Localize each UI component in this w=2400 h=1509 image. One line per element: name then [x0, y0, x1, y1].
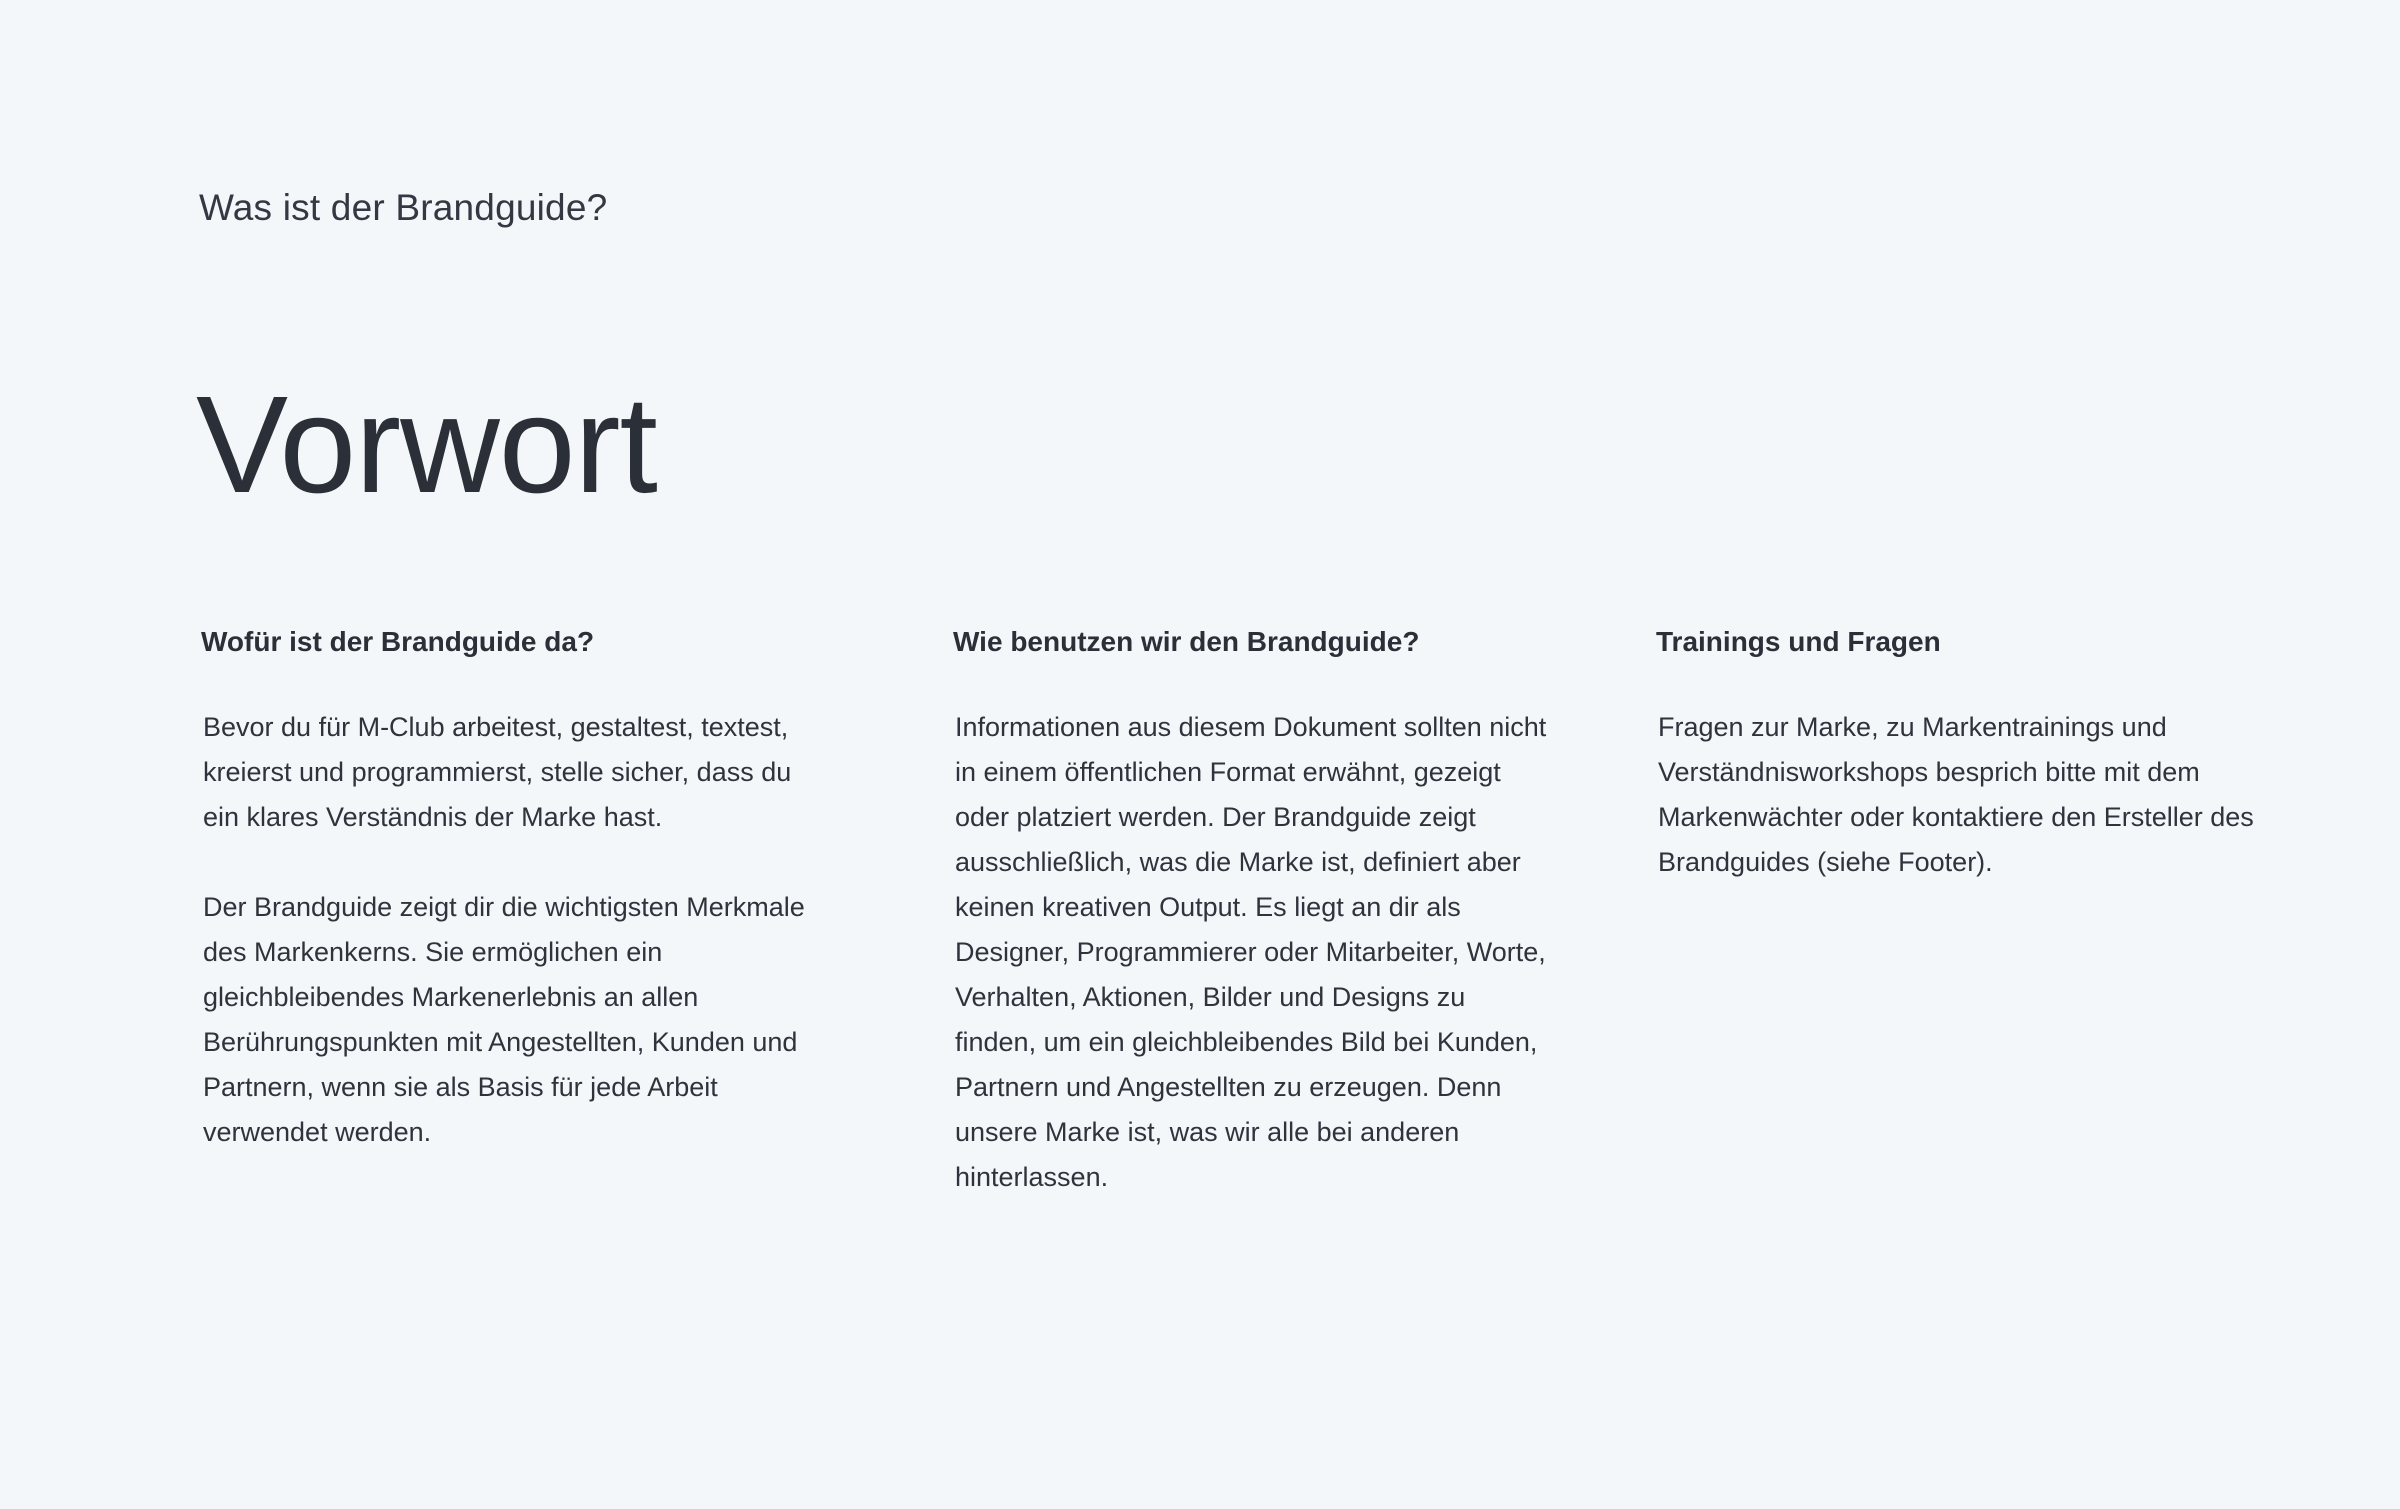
column-trainings [1656, 624, 2256, 885]
column-paragraph: Fragen zur Marke, zu Markentrainings und Verständnisworkshops besprich bitte mit dem Markenwächter oder kontaktiere den Ersteller des Brandguides (siehe Footer). [1658, 712, 2254, 877]
column-purpose [201, 624, 821, 1155]
column-paragraph: Informationen aus diesem Dokument sollten nicht in einem öffentlichen Format erwähnt, gezeigt oder platziert werden. Der Brandguide zeigt ausschließlich, was die Marke ist, definiert aber keinen kreativen Output. Es liegt an dir als Designer, Programmierer oder Mitarbeiter, Worte, Verhalten, Aktionen, Bilder und Designs zu finden, um ein gleichbleibendes Bild bei Kunden, Partnern und Angestellten zu erzeugen. Denn unsere Marke ist, was wir alle bei anderen hinterlassen. [955, 712, 1547, 1192]
column-paragraph: Bevor du für M-Club arbeitest, gestaltest, textest, kreierst und programmierst, stelle sicher, dass du ein klares Verständnis der Marke hast. [203, 712, 792, 832]
column-heading: Trainings und Fragen [1656, 626, 1941, 657]
column-paragraph: Der Brandguide zeigt dir die wichtigsten Merkmale des Markenkerns. Sie ermöglichen ein gleichbleibendes Markenerlebnis an allen Berührungspunkten mit Angestellten, Kunden und Partnern, wenn sie als Basis für jede Arbeit verwendet werden. [203, 892, 805, 1147]
page-title: Vorwort [196, 368, 657, 522]
column-heading: Wofür ist der Brandguide da? [201, 626, 595, 657]
section-eyebrow: Was ist der Brandguide? [199, 187, 608, 228]
column-usage [953, 624, 1553, 1200]
column-heading: Wie benutzen wir den Brandguide? [953, 626, 1420, 657]
